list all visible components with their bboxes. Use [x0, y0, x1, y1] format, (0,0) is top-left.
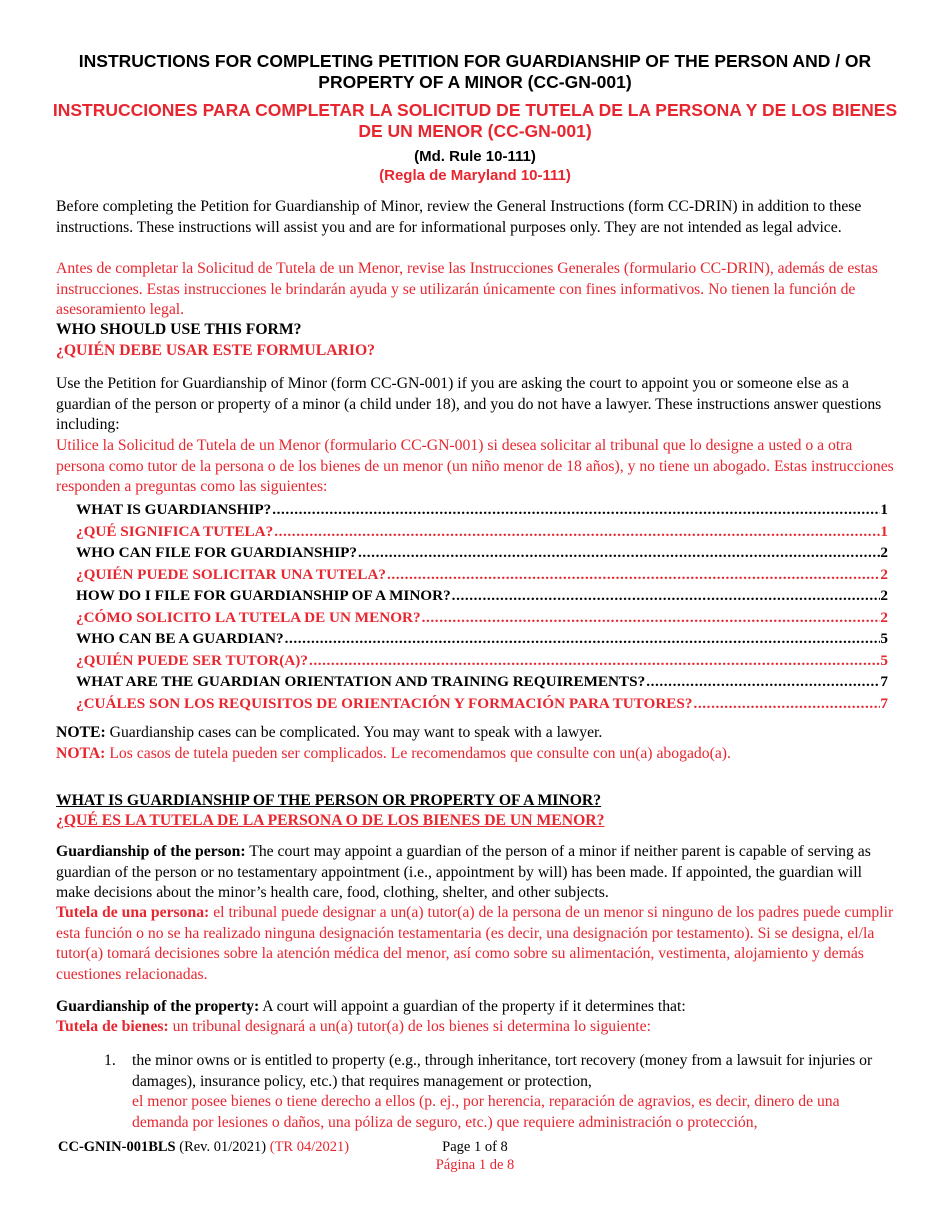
- note-english: [56, 723, 896, 744]
- who-should-use-heading-spanish: ¿QUIÉN DEBE USAR ESTE FORMULARIO?: [56, 342, 376, 359]
- title-english: INSTRUCTIONS FOR COMPLETING PETITION FOR GUARDIANSHIP OF THE PERSON AND / OR PROPERTY OF A MINOR (CC-GN-001): [78, 51, 872, 92]
- what-is-heading-spanish: ¿QUÉ ES LA TUTELA DE LA PERSONA O DE LOS BIENES DE UN MENOR?: [56, 812, 605, 829]
- who-should-use-body-english: Use the Petition for Guardianship of Minor (form CC-GN-001) if you are asking the court to appoint you or someone else as a guardian of the person or property of a minor (a child under 18), and you do not have a lawyer. These instructions answer questions including:: [56, 375, 882, 433]
- rule-reference-spanish: (Regla de Maryland 10-111): [379, 167, 571, 184]
- toc-entry-que-significa-tutela: ¿QUÉ SIGNIFICA TUTELA? ..... 1: [76, 523, 888, 545]
- note-text-spanish: Los casos de tutela pueden ser complicados. Le recomendamos que consulte con un(a) abogado(a).: [105, 745, 731, 762]
- guardianship-person-text-english: The court may appoint a guardian of the person of a minor if neither parent is capable of serving as guardian of the person or no testamentary appointment (i.e., appointment by will) has been made. If appointed, the guardian will make decisions about the minor’s health care, food, clothing, shelter, and other subjects.: [56, 843, 871, 901]
- note-spanish: [56, 744, 896, 765]
- note-label-spanish: NOTA:: [56, 745, 106, 762]
- guardianship-person-english: [56, 842, 896, 904]
- guardianship-property-text-english: A court will appoint a guardian of the property if it determines that:: [259, 998, 686, 1015]
- toc-entry-quien-puede-ser-tutor: ¿QUIÉN PUEDE SER TUTOR(A)? ..... 5: [76, 652, 888, 674]
- list-item-number: 1.: [104, 1052, 116, 1069]
- list-item-text-english: the minor owns or is entitled to property (e.g., through inheritance, tort recovery (money from a lawsuit for injuries or damages), insurance policy, etc.) that requires management or protection,: [132, 1052, 873, 1090]
- guardianship-property-english: [56, 997, 896, 1018]
- toc-entry-how-do-i-file: HOW DO I FILE FOR GUARDIANSHIP OF A MINOR? ..... 2: [76, 587, 888, 609]
- toc-entry-who-can-file: WHO CAN FILE FOR GUARDIANSHIP? ..... 2: [76, 544, 888, 566]
- who-should-use-body-spanish: Utilice la Solicitud de Tutela de un Menor (formulario CC-GN-001) si desea solicitar al tribunal que lo designe a usted o a otra persona como tutor de la persona o de los bienes de un menor (un niño menor de 18 años), y no tiene un abogado. Estas instrucciones responden a preguntas como las siguientes:: [56, 437, 894, 495]
- toc-entry-quien-puede-solicitar: ¿QUIÉN PUEDE SOLICITAR UNA TUTELA? ..... 2: [76, 566, 888, 588]
- who-should-use-heading-english: WHO SHOULD USE THIS FORM?: [56, 321, 302, 338]
- toc-entry-orientation-training: WHAT ARE THE GUARDIAN ORIENTATION AND TRAINING REQUIREMENTS? ..... 7: [76, 673, 888, 695]
- form-translation-revision: (TR 04/2021): [266, 1139, 350, 1155]
- form-id: CC-GNIN-001BLS: [58, 1139, 176, 1155]
- table-of-contents: [76, 501, 888, 716]
- guardianship-property-spanish: [56, 1017, 896, 1038]
- what-is-heading-english: WHAT IS GUARDIANSHIP OF THE PERSON OR PROPERTY OF A MINOR?: [56, 792, 602, 809]
- page-number-spanish: Página 1 de 8: [435, 1157, 515, 1173]
- page-number-english: Page 1 of 8: [442, 1139, 508, 1155]
- guardianship-property-label-english: Guardianship of the property:: [56, 998, 260, 1015]
- toc-entry-como-solicito: ¿CÓMO SOLICITO LA TUTELA DE UN MENOR? ..... 2: [76, 609, 888, 631]
- guardianship-property-text-spanish: un tribunal designará a un(a) tutor(a) de los bienes si determina lo siguiente:: [168, 1018, 651, 1035]
- note-label-english: NOTE:: [56, 724, 106, 741]
- note-text-english: Guardianship cases can be complicated. You may want to speak with a lawyer.: [105, 724, 603, 741]
- list-item-text-spanish: el menor posee bienes o tiene derecho a ellos (p. ej., por herencia, reparación de agravios, es decir, dinero de una demanda por lesiones o daños, una póliza de seguro, etc.) que requiere administración o protección,: [132, 1093, 840, 1131]
- form-revision: (Rev. 01/2021): [175, 1139, 267, 1155]
- title-spanish: INSTRUCCIONES PARA COMPLETAR LA SOLICITUD DE TUTELA DE LA PERSONA Y DE LOS BIENES DE UN MENOR (CC-GN-001): [52, 100, 898, 141]
- guardianship-person-text-spanish: el tribunal puede designar a un(a) tutor(a) de la persona de un menor si ninguno de los padres puede cumplir esta función o no se ha realizado ninguna designación testamentaria (es decir, una designación por testamento). Si se designa, el/la tutor(a) tomará decisiones sobre la atención médica del menor, así como sobre su alimentación, vestimenta, alojamiento y demás cuestiones relacionadas.: [56, 904, 894, 983]
- rule-reference-english: (Md. Rule 10-111): [414, 148, 536, 165]
- intro-spanish: Antes de completar la Solicitud de Tutela de un Menor, revise las Instrucciones Generales (formulario CC-DRIN), además de estas instrucciones. Estas instrucciones le brindarán ayuda y se utilizarán únicamente con fines informativos. No tienen la función de asesoramiento legal.: [56, 260, 878, 318]
- intro-english: Before completing the Petition for Guardianship of Minor, review the General Instructions (form CC-DRIN) in addition to these instructions. These instructions will assist you and are for informational purposes only. They are not intended as legal advice.: [56, 198, 862, 236]
- toc-entry-what-is-guardianship: WHAT IS GUARDIANSHIP? ..... 1: [76, 501, 888, 523]
- footer-form-id: [58, 1138, 349, 1156]
- toc-entry-who-can-be-guardian: WHO CAN BE A GUARDIAN? ..... 5: [76, 630, 888, 652]
- guardianship-property-label-spanish: Tutela de bienes:: [56, 1018, 169, 1035]
- footer-page-number: [420, 1138, 530, 1174]
- guardianship-person-label-english: Guardianship of the person:: [56, 843, 246, 860]
- toc-entry-requisitos-orientacion: ¿CUÁLES SON LOS REQUISITOS DE ORIENTACIÓN Y FORMACIÓN PARA TUTORES? ..... 7: [76, 695, 888, 717]
- guardianship-person-label-spanish: Tutela de una persona:: [56, 904, 210, 921]
- guardianship-person-spanish: [56, 903, 896, 985]
